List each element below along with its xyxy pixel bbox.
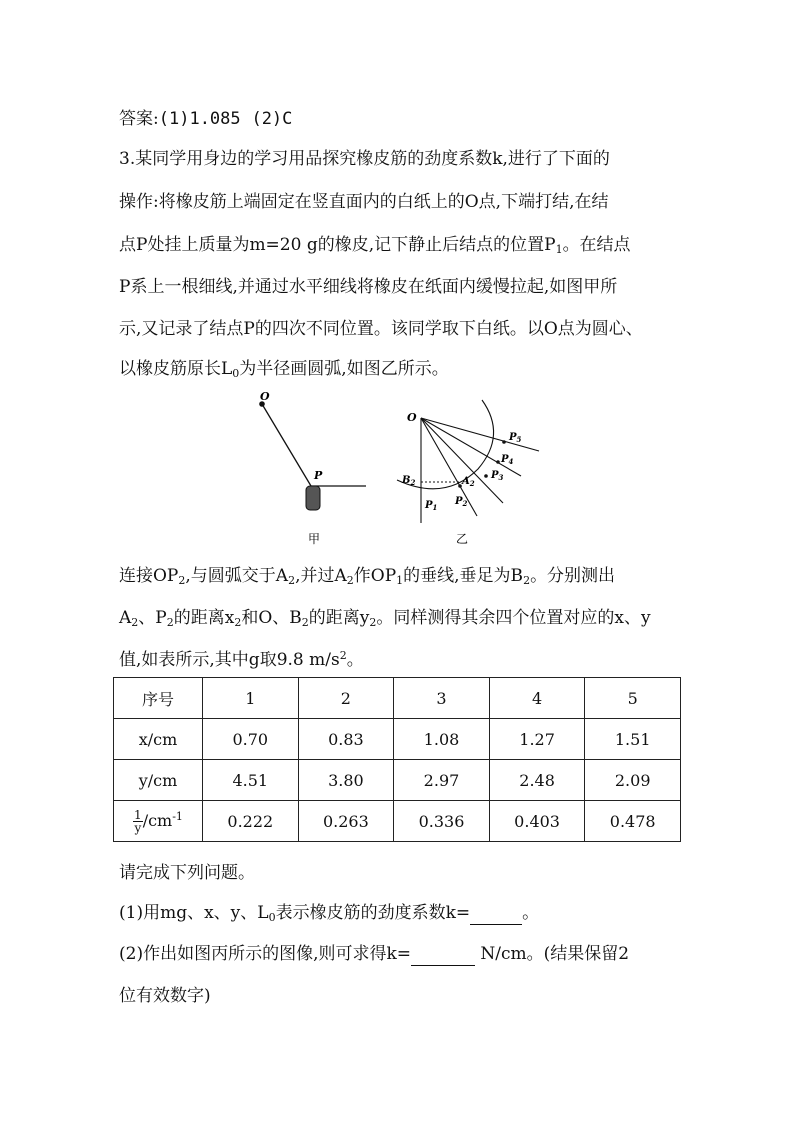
problem-line-2: 操作:将橡皮筋上端固定在竖直面内的白纸上的O点,下端打结,在结	[119, 192, 609, 212]
table-cell: 0.70	[203, 719, 299, 760]
label-p2: $P_2$	[455, 496, 468, 508]
text-run: 、P	[138, 608, 167, 628]
table-header-cell: 3	[394, 678, 490, 719]
problem-line-6b: 为半径画圆弧,如图乙所示。	[239, 359, 449, 379]
connect-line-1	[119, 565, 615, 587]
superscript: 2	[339, 649, 347, 662]
label-o: O	[260, 390, 270, 403]
text-run: A	[119, 608, 132, 628]
label-p: P	[314, 469, 323, 482]
subscript: 2	[234, 616, 242, 629]
unit: /cm	[142, 810, 173, 830]
answer-part2-value: C	[282, 109, 293, 129]
table-cell: 0.222	[203, 801, 299, 842]
line-op4	[421, 418, 521, 476]
table-header-cell: 2	[298, 678, 394, 719]
table-header-cell: 4	[489, 678, 585, 719]
text-run: ,与圆弧交于A	[185, 566, 289, 586]
answer-blank-1[interactable]	[470, 902, 522, 925]
table-cell: 0.263	[298, 801, 394, 842]
text-run: 。	[346, 650, 364, 670]
connect-line-2	[119, 607, 651, 629]
problem-line-5: 示,又记录了结点P的四次不同位置。该同学取下白纸。以O点为圆心、	[119, 319, 643, 339]
table-header-cell: 5	[585, 678, 681, 719]
problem-line-6	[119, 358, 449, 380]
problem-line-1: 3.某同学用身边的学习用品探究橡皮筋的劲度系数k,进行了下面的	[119, 149, 610, 169]
text-run: 的距离y	[308, 608, 370, 628]
answer-part1-number: (1)	[158, 109, 190, 129]
table-cell: 0.83	[298, 719, 394, 760]
label-p1: $P_1$	[425, 500, 438, 512]
table-row	[114, 801, 681, 842]
fraction-denominator: y	[134, 820, 142, 835]
table-cell: 4.51	[203, 760, 299, 801]
text-run: 。	[522, 903, 540, 923]
figure-diagrams	[250, 390, 550, 555]
label-a2: $A_2$	[462, 476, 475, 488]
table-cell: 3.80	[298, 760, 394, 801]
table-cell: 0.336	[394, 801, 490, 842]
subscript: 2	[369, 616, 377, 629]
problem-line-3	[119, 234, 631, 256]
questions-intro: 请完成下列问题。	[119, 863, 255, 883]
table-cell: 1.27	[489, 719, 585, 760]
figure-yi	[397, 400, 539, 546]
connect-line-3	[119, 649, 364, 671]
text-run: 值,如表所示,其中g取9.8 m/s	[119, 650, 340, 670]
label-p5: $P_5$	[509, 432, 522, 444]
text-run: 的距离x	[173, 608, 235, 628]
table-cell: 1.08	[394, 719, 490, 760]
text-run: 的垂线,垂足为B	[403, 566, 524, 586]
table-cell: 0.403	[489, 801, 585, 842]
rubber-band	[262, 404, 311, 486]
caption-jia: 甲	[308, 532, 321, 546]
subscript: 2	[166, 616, 174, 629]
subscript: 2	[301, 616, 309, 629]
label-b2: $B_2$	[402, 475, 416, 487]
subscript: 2	[178, 574, 186, 587]
caption-yi: 乙	[456, 532, 469, 546]
superscript: -1	[172, 809, 183, 823]
point-p5	[502, 440, 506, 444]
answer-part1-value: 1.085	[189, 109, 241, 129]
figure-jia	[259, 390, 366, 546]
label-p4: $P_4$	[501, 454, 514, 466]
subscript: 0	[232, 367, 240, 380]
text-run: 连接OP	[119, 566, 179, 586]
subscript: 1	[396, 574, 404, 587]
text-run: (1)用mg、x、y、L	[119, 903, 269, 923]
fraction-numerator: 1	[134, 807, 142, 822]
table-row-label: y/cm	[114, 760, 203, 801]
text-run: ,并过A	[295, 566, 347, 586]
table-row-label: x/cm	[114, 719, 203, 760]
text-run: 。同样测得其余四个位置对应的x、y	[376, 608, 651, 628]
subscript: 2	[346, 574, 354, 587]
problem-line-4: P系上一根细线,并通过水平细线将橡皮在纸面内缓慢拉起,如图甲所	[119, 277, 618, 297]
table-row	[114, 719, 681, 760]
subscript: 2	[131, 616, 139, 629]
answer-line	[119, 108, 292, 130]
point-p3	[484, 474, 488, 478]
table-cell: 1.51	[585, 719, 681, 760]
text-run: N/cm。(结果保留2	[475, 944, 630, 964]
answer-label: 答案:	[119, 109, 159, 129]
text-run: (2)作出如图丙所示的图像,则可求得k=	[119, 944, 412, 964]
text-run: 作OP	[353, 566, 397, 586]
table-row	[114, 760, 681, 801]
question-2-continued: 位有效数字)	[119, 986, 211, 1006]
problem-line-3a: 点P处挂上质量为m=20 g的橡皮,记下静止后结点的位置P	[119, 235, 556, 255]
subscript: 0	[268, 911, 276, 924]
answer-blank-2[interactable]	[411, 943, 475, 966]
eraser	[306, 486, 320, 510]
table-cell: 2.97	[394, 760, 490, 801]
point-p4	[496, 460, 500, 464]
table-header-cell: 1	[203, 678, 299, 719]
text-run: 表示橡皮筋的劲度系数k=	[275, 903, 471, 923]
text-run: 。分别测出	[530, 566, 616, 586]
text-run: 和O、B	[241, 608, 302, 628]
subscript: 2	[288, 574, 296, 587]
table-cell: 0.478	[585, 801, 681, 842]
problem-line-6a: 以橡皮筋原长L	[119, 359, 233, 379]
table-header-cell: 序号	[114, 678, 203, 719]
fraction-one-over-y	[133, 809, 143, 834]
question-2	[119, 943, 629, 966]
table-cell: 2.48	[489, 760, 585, 801]
subscript: 1	[555, 243, 563, 256]
answer-part2-number: (2)	[251, 109, 283, 129]
problem-line-3b: 。在结点	[562, 235, 631, 255]
subscript: 2	[523, 574, 531, 587]
question-1	[119, 902, 539, 925]
table-row-label	[114, 801, 203, 842]
data-table	[113, 677, 681, 842]
label-p3: $P_3$	[491, 470, 504, 482]
table-row	[114, 678, 681, 719]
label-o: O	[407, 411, 417, 424]
table-cell: 2.09	[585, 760, 681, 801]
